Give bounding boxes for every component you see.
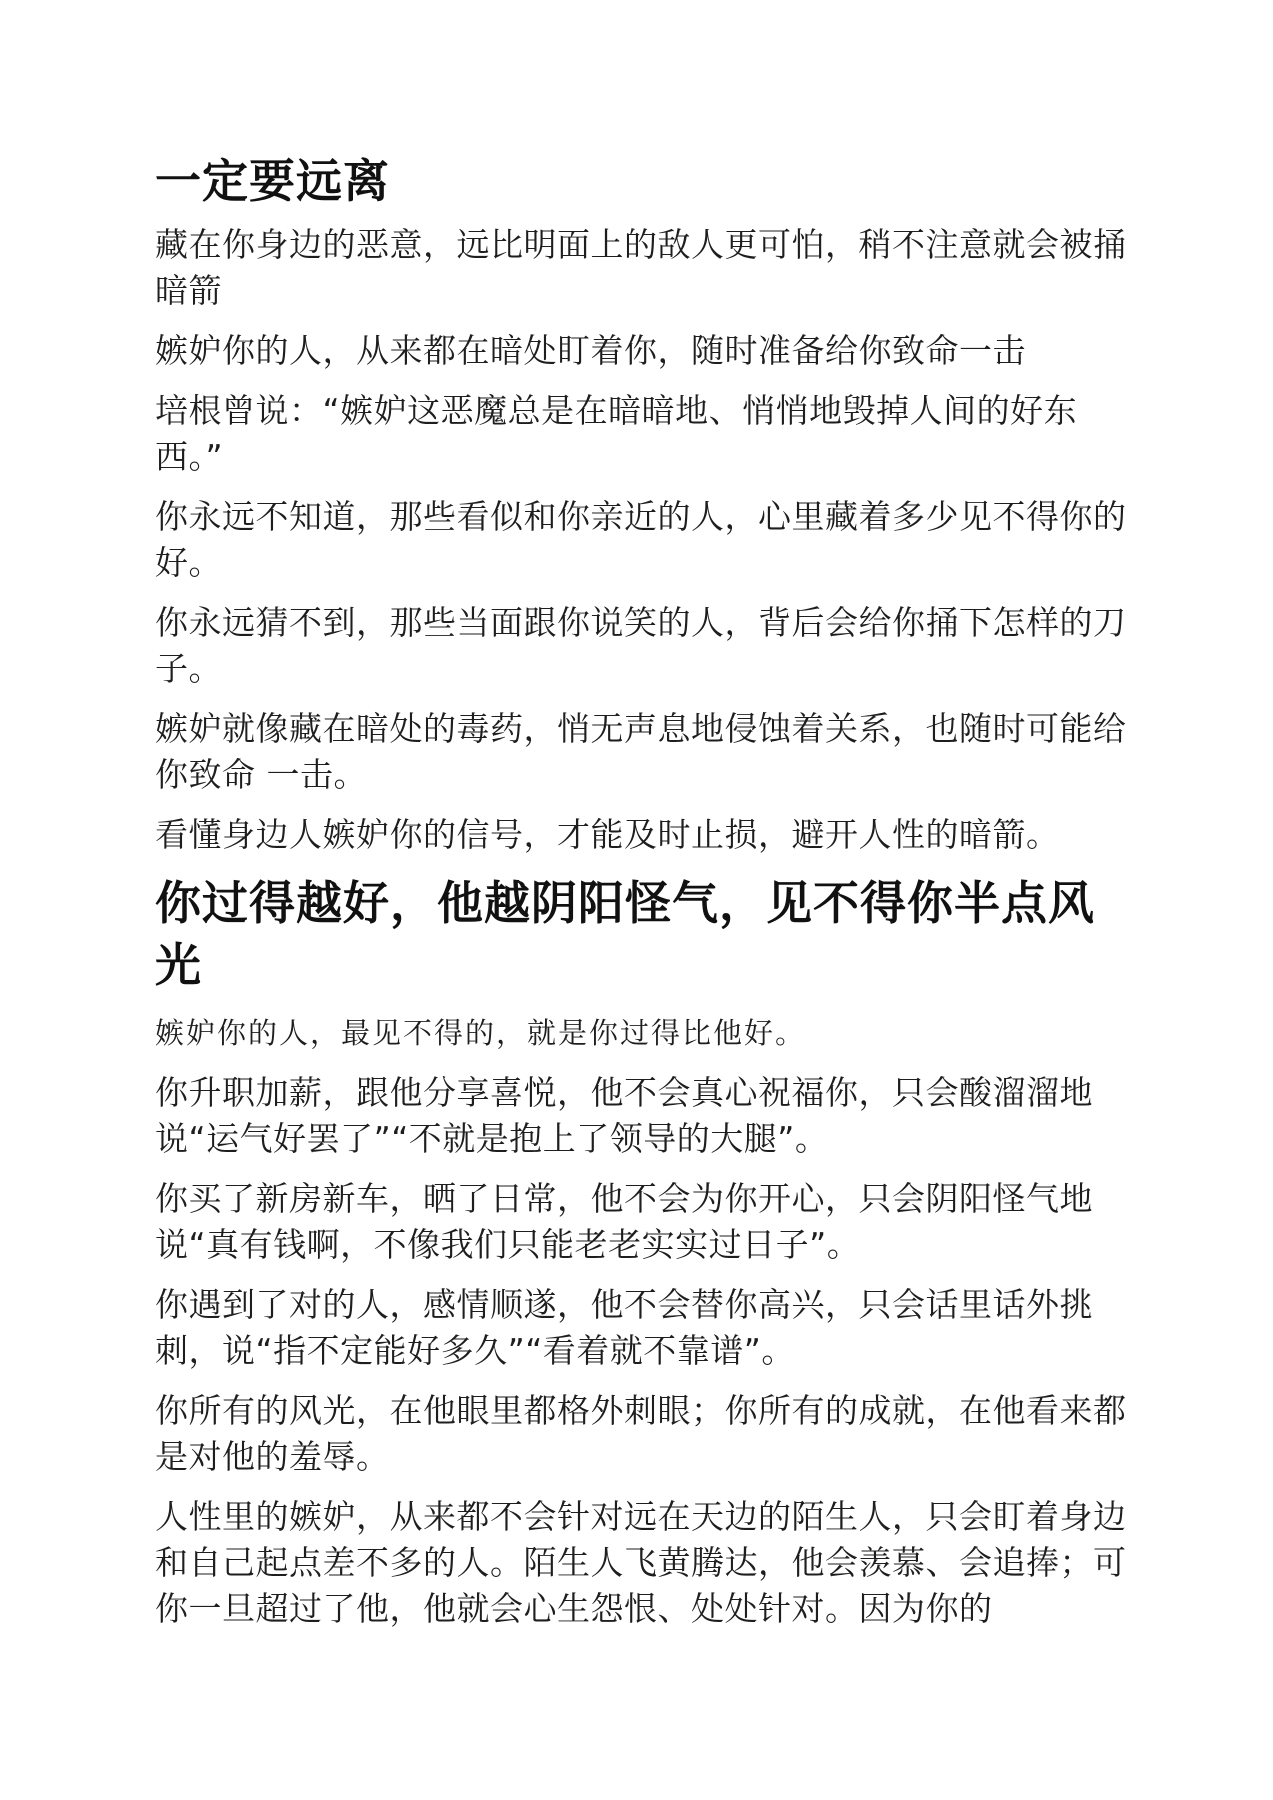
- paragraph: 藏在你身边的恶意，远比明面上的敌人更可怕，稍不注意就会被捅暗箭: [155, 225, 1127, 310]
- paragraph: 人性里的嫉妒，从来都不会针对远在天边的陌生人，只会盯着身边和自己起点差不多的人。陌生人飞黄腾达，他会羡慕、会追捧；可你一旦超过了他，他就会心生怨恨、处处针对。因为你的: [155, 1497, 1127, 1628]
- paragraph: 你遇到了对的人，感情顺遂，他不会替你高兴，只会话里话外挑刺，说“指不定能好多久”“看着就不靠谱”。: [155, 1285, 1093, 1370]
- section-title: 一定要远离: [155, 154, 390, 208]
- paragraph: 看懂身边人嫉妒你的信号，才能及时止损，避开人性的暗箭。: [155, 815, 1060, 854]
- paragraph: 培根曾说：“嫉妒这恶魔总是在暗暗地、悄悄地毁掉人间的好东西。”: [155, 391, 1078, 476]
- section-title: 你过得越好，他越阴阳怪气，见不得你半点风光: [155, 876, 1095, 992]
- document-page: [155, 150, 1135, 1646]
- paragraph: 嫉妒就像藏在暗处的毒药，悄无声息地侵蚀着关系，也随时可能给你致命 一击。: [155, 709, 1127, 794]
- paragraph: 你买了新房新车，晒了日常，他不会为你开心，只会阴阳怪气地说“真有钱啊，不像我们只能老老实实过日子”。: [155, 1179, 1093, 1264]
- paragraph: 嫉妒你的人，最见不得的，就是你过得比他好。: [155, 1016, 807, 1050]
- paragraph: 你永远猜不到，那些当面跟你说笑的人，背后会给你捅下怎样的刀子。: [155, 603, 1127, 688]
- paragraph: 你所有的风光，在他眼里都格外刺眼；你所有的成就，在他看来都是对他的羞辱。: [155, 1391, 1127, 1476]
- paragraph: 你永远不知道，那些看似和你亲近的人，心里藏着多少见不得你的好。: [155, 497, 1127, 582]
- paragraph: 你升职加薪，跟他分享喜悦，他不会真心祝福你，只会酸溜溜地说“运气好罢了”“不就是抱上了领导的大腿”。: [155, 1073, 1093, 1158]
- paragraph: 嫉妒你的人，从来都在暗处盯着你，随时准备给你致命一击: [155, 331, 1026, 370]
